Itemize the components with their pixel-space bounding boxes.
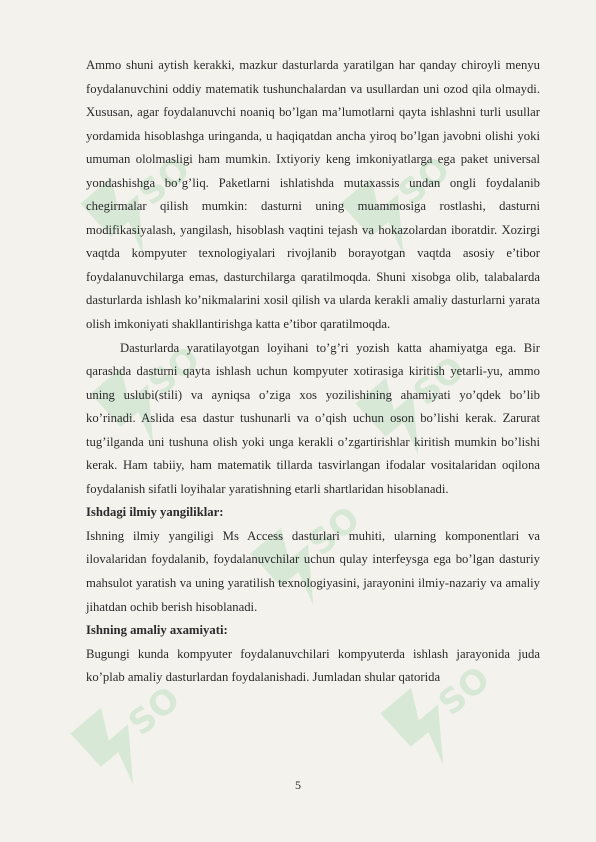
svg-text:SO: SO: [131, 148, 198, 214]
svg-text:SO: SO: [301, 498, 368, 564]
body-paragraph: Dasturlarda yaratilayotgan loyihani to’g’ri yozish katta ahamiyatga ega. Bir qarashda dasturni qayta ishlash uchun kompyuter xotirasiga kiritish yetarli-yu, ammo uning uslubi(stili) va ayniqsa o’ziga xos yozilishining ahamiyati yo’qdek bo’lib ko’rinadi. Aslida esa dastur tushunarli va o’qish uchun oson bo’lishi kerak. Zarurat tug’ilganda uni tushuna olish yoki unga kerakli o’zgartirishlar kiritish mumkin bo’lishi kerak. Ham tabiiy, ham matematik tillarda tasvirlangan ifodalar vositalaridan oqilona foydalanish sifatli loyihalar yaratishning etarli shartlaridan hisoblanadi.: [86, 340, 540, 496]
section-heading: Ishdagi ilmiy yangiliklar:: [86, 505, 224, 520]
page-body: [86, 54, 540, 690]
section-heading: Ishning amaliy axamiyati:: [86, 623, 228, 638]
svg-text:SO: SO: [121, 678, 188, 744]
body-paragraph: Ammo shuni aytish kerakki, mazkur dasturlarda yaratilgan har qanday chiroyli menyu foydalanuvchini oddiy matematik tushunchalardan va usullardan uni ozod qila olmaydi. Xususan, agar foydalanuvchi noaniq bo’lgan ma’lumotlarni qayta ishlashni turli usullar yordamida hisoblashga uringanda, u haqiqatdan ancha yiroq bo’lgan javobni olishi yoki umuman ololmasligi ham mumkin. Ixtiyoriy keng imkoniyatlarga ega paket universal yondashishga bo’g’liq. Paketlarni ishlatishda mutaxassis undan ongli foydalanib chegirmalar qilish mumkin: dasturni uning muammosiga rostlashi, dasturni modifikasiyalash, yangilash, hisoblash vaqtini tejash va hokazolardan iboratdir. Xozirgi vaqtda kompyuter texnologiyalari rivojlanib borayotgan vaqtda asosiy e’tibor foydalanuvchilarga emas, dasturchilarga qaratilmoqda. Shuni xisobga olib, talabalarda dasturlarda ishlash ko’nikmalarini xosil qilish va ularda kerakli amaliy dasturlarni yarata olish imkoniyati shakllantirishga katta e’tibor qaratilmoqda.: [86, 58, 540, 332]
svg-text:SO: SO: [391, 148, 458, 214]
body-paragraph: Ishning ilmiy yangiligi Ms Access dasturlari muhiti, ularning komponentlari va ilovalaridan foydalanib, foydalanuvchilar uchun qulay interfeysga ega bo’lgan dasturiy mahsulot yaratish va uning yaratilish texnologiyasini, jarayonini ilmiy-nazariy va amaliy jihatdan ochib berish hisoblanadi.: [86, 528, 540, 614]
body-paragraph: Bugungi kunda kompyuter foydalanuvchilari kompyuterda ishlash jarayonida juda ko’plab amaliy dasturlardan foydalanishadi. Jumladan shular qatorida: [86, 646, 540, 685]
svg-text:SO: SO: [141, 338, 208, 404]
page-number: 5: [295, 778, 301, 792]
svg-text:SO: SO: [431, 658, 498, 724]
svg-text:SO: SO: [406, 348, 473, 414]
